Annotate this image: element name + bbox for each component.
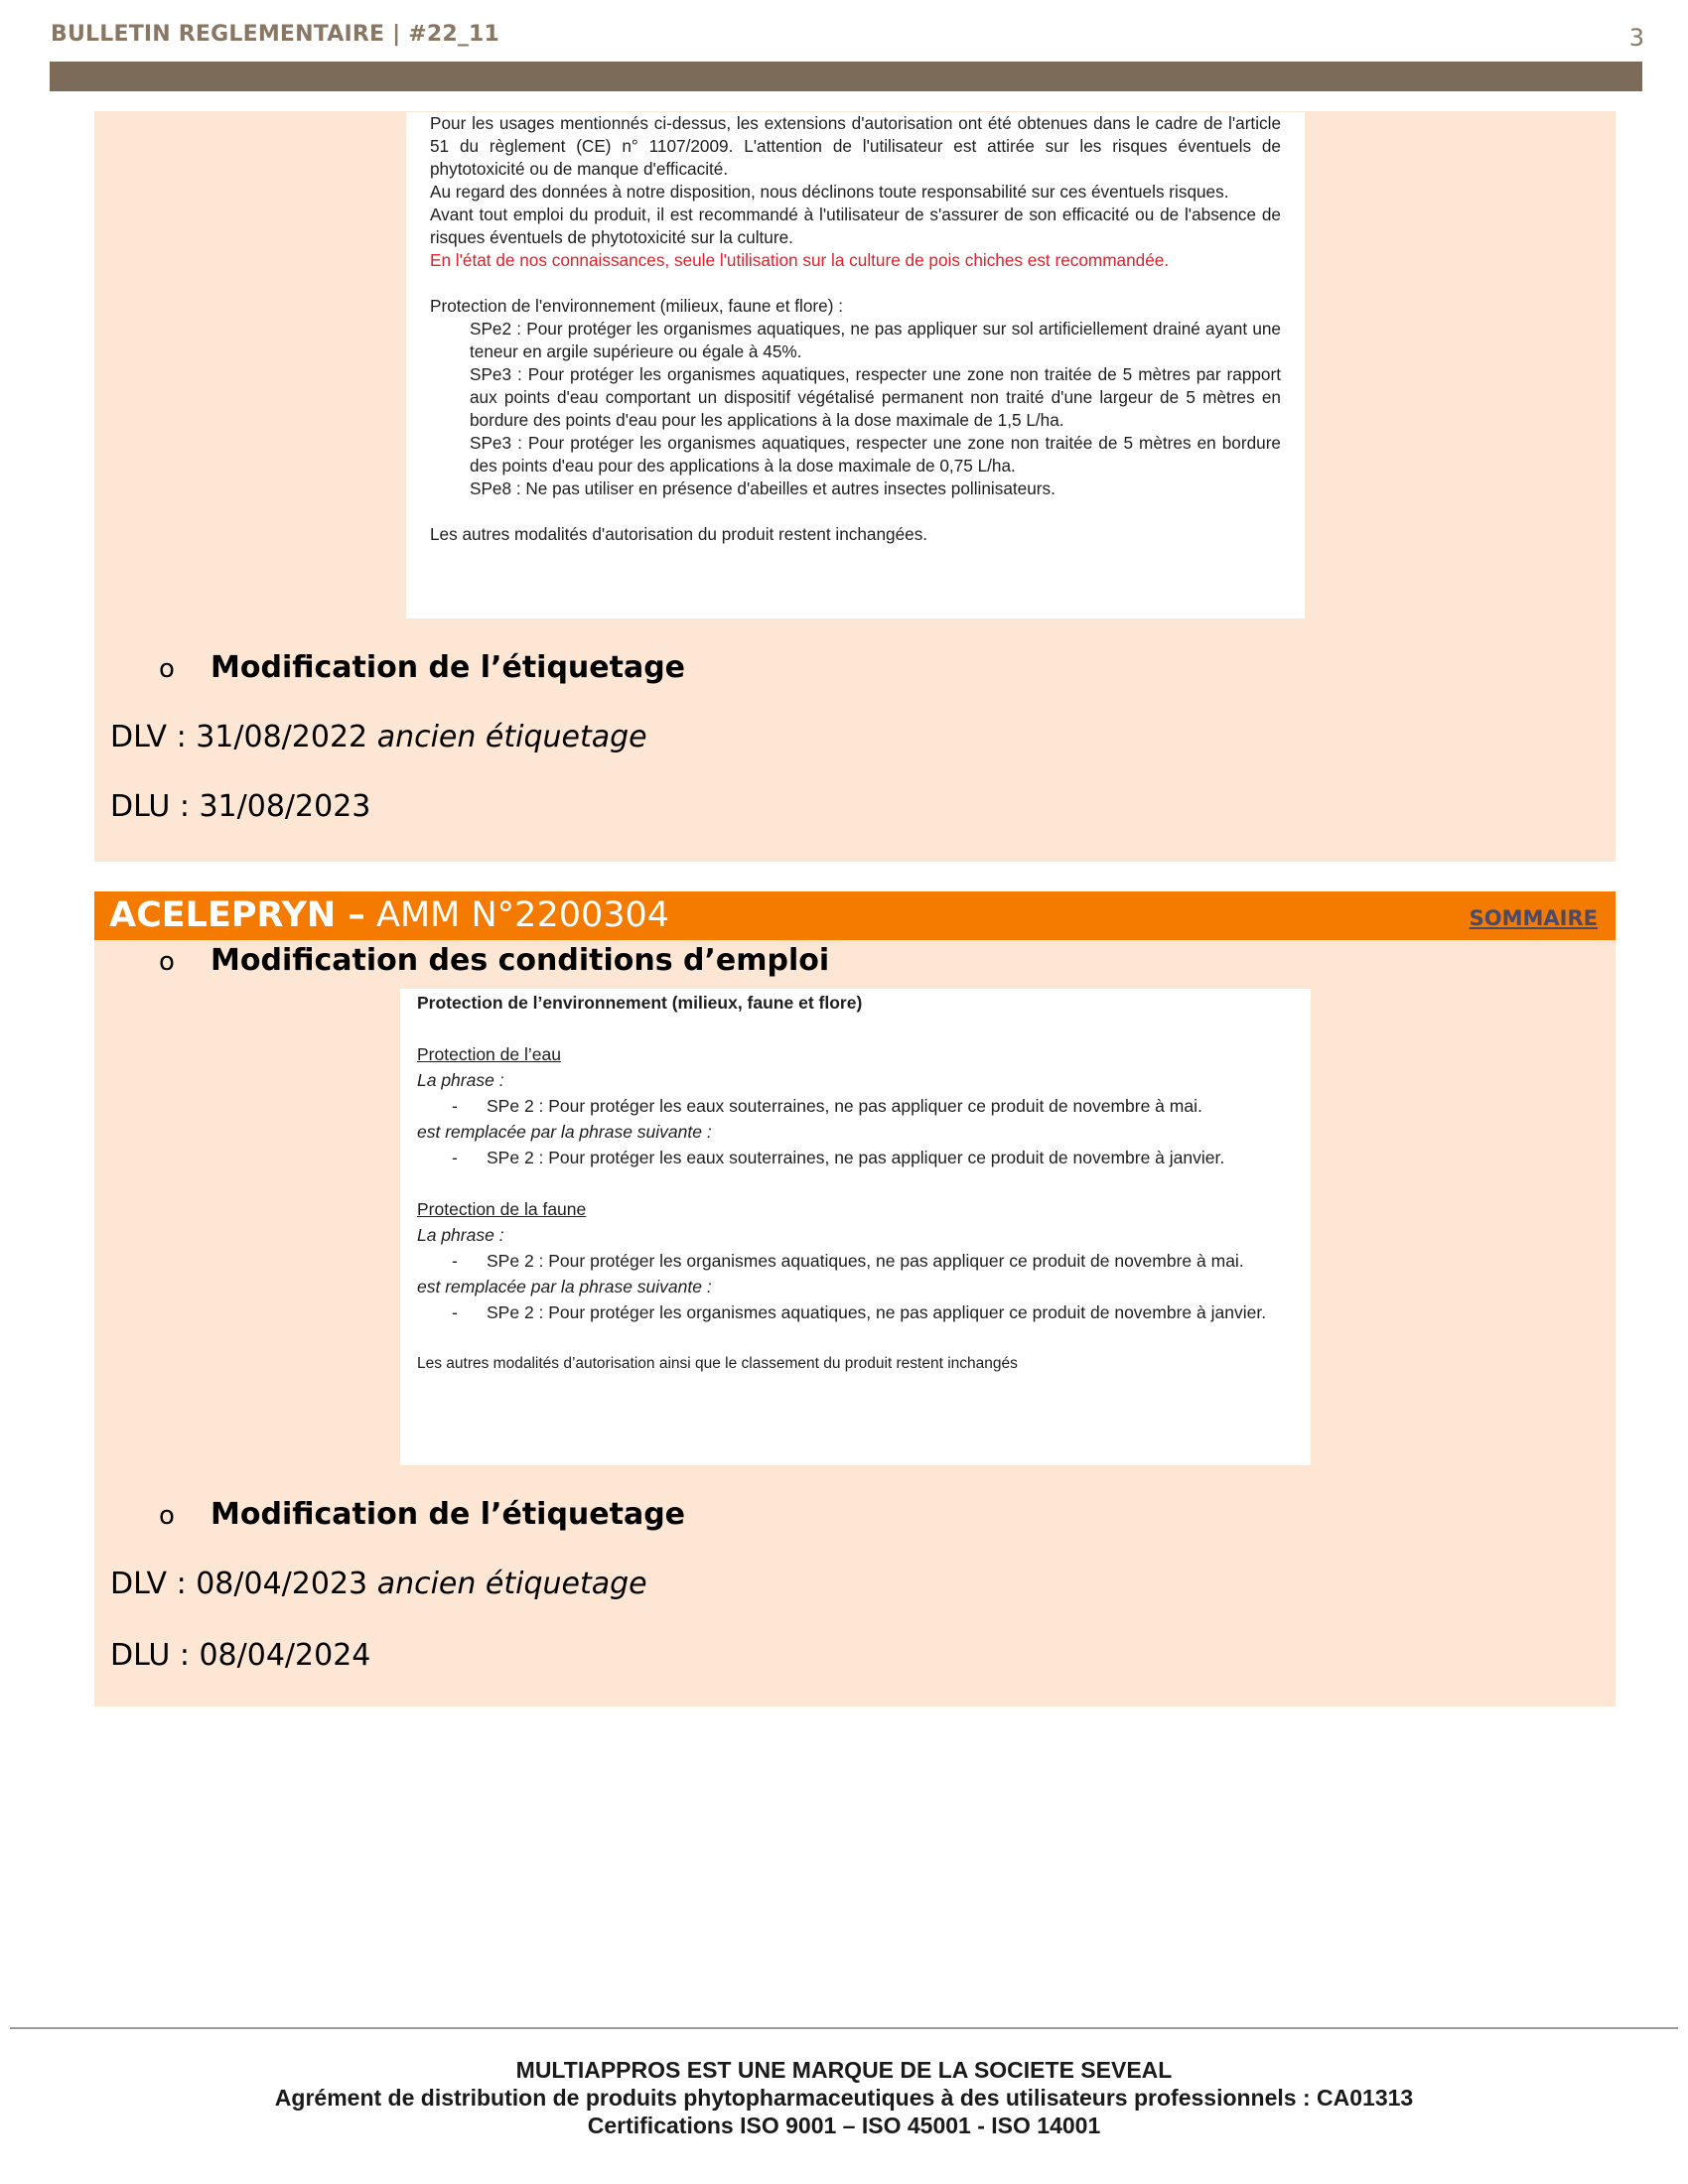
dash: -	[452, 1251, 458, 1271]
notice-warning: En l'état de nos connaissances, seule l'utilisation sur la culture de pois chiches est recommandée.	[430, 250, 1170, 270]
replaced-label: est remplacée par la phrase suivante :	[417, 1122, 712, 1142]
footer-divider	[10, 2027, 1678, 2029]
dlv-note: ancien étiquetage	[376, 720, 647, 754]
spe-phrase: SPe3 : Pour protéger les organismes aquatiques, respecter une zone non traitée de 5 mètres en bordure des points d'eau pour des applications à la dose maximale de 0,75 L/ha.	[470, 433, 1281, 476]
notice-paragraph: Pour les usages mentionnés ci-dessus, les extensions d'autorisation ont été obtenues dans le cadre de l'article 51 du règlement (CE) n° 1107/2009. L'attention de l'utilisateur est attirée sur les risques éventuels de phytotoxicité ou de manque d'efficacité.	[430, 113, 1281, 179]
dash: -	[452, 1148, 458, 1167]
spe-phrase: SPe8 : Ne pas utiliser en présence d'abeilles et autres insectes pollinisateurs.	[470, 478, 1055, 498]
phrase-label: La phrase :	[417, 1070, 504, 1090]
product-amm: AMM N°2200304	[364, 895, 670, 935]
header-bar	[50, 62, 1642, 91]
bullet-label: Modification de l’étiquetage	[211, 650, 686, 685]
footer-brand: MULTIAPPROS EST UNE MARQUE DE LA SOCIETE SEVEAL	[515, 2057, 1173, 2083]
dlv-note: ancien étiquetage	[376, 1567, 647, 1601]
footer-agreement: Agrément de distribution de produits phytopharmaceutiques à des utilisateurs professionnels : CA01313	[274, 2085, 1414, 2111]
product-title	[109, 895, 669, 935]
water-protection-heading: Protection de l’eau	[417, 1044, 561, 1064]
fauna-protection-heading: Protection de la faune	[417, 1199, 587, 1219]
spe-phrase: SPe2 : Pour protéger les organismes aquatiques, ne pas appliquer sur sol artificiellement drainé ayant une teneur en argile supérieure ou égale à 45%.	[470, 319, 1281, 361]
notice-paragraph: Avant tout emploi du produit, il est recommandé à l'utilisateur de s'assurer de son efficacité ou de l'absence de risques éventuels de phytotoxicité sur la culture.	[430, 205, 1281, 247]
bullet-marker: o	[159, 947, 175, 977]
bullet-marker: o	[159, 1501, 175, 1531]
bullet-labelling-2	[159, 1497, 685, 1532]
page-number: 3	[1628, 24, 1644, 52]
spe-phrase-old: - SPe 2 : Pour protéger les eaux souterraines, ne pas appliquer ce produit de novembre à mai.	[417, 1093, 1294, 1119]
notice-closing: Les autres modalités d'autorisation du produit restent inchangées.	[430, 524, 928, 544]
dlu-line-1: DLU : 31/08/2023	[110, 789, 371, 824]
bullet-marker: o	[159, 654, 175, 684]
dlv-line-1	[110, 720, 647, 754]
scanned-notice-1	[406, 112, 1305, 618]
dash: -	[452, 1096, 458, 1116]
scanned-notice-2	[400, 989, 1311, 1465]
bullet-label: Modification des conditions d’emploi	[211, 943, 830, 978]
spe-phrase-new: - SPe 2 : Pour protéger les organismes aquatiques, ne pas appliquer ce produit de novembre à janvier.	[417, 1299, 1294, 1325]
bullet-label: Modification de l’étiquetage	[211, 1497, 686, 1532]
product-name: ACELEPRYN –	[109, 895, 365, 935]
bullet-labelling-1	[159, 650, 685, 685]
notice-paragraph: Au regard des données à notre disposition, nous déclinons toute responsabilité sur ces éventuels risques.	[430, 182, 1229, 202]
env-protection-title: Protection de l'environnement (milieux, faune et flore) :	[430, 296, 843, 316]
spe-phrase: SPe3 : Pour protéger les organismes aquatiques, respecter une zone non traitée de 5 mètres par rapport aux points d'eau comportant un dispositif végétalisé permanent non traité d'une largeur de 5 mètres en bordure des points d'eau pour les applications à la dose maximale de 1,5 L/ha.	[470, 364, 1281, 430]
dlv-date: DLV : 31/08/2022	[110, 720, 368, 754]
env-protection-title: Protection de l’environnement (milieux, faune et flore)	[417, 993, 863, 1013]
bulletin-title: BULLETIN REGLEMENTAIRE | #22_11	[51, 22, 500, 47]
footer-certifications: Certifications ISO 9001 – ISO 45001 - ISO 14001	[587, 2113, 1101, 2138]
sommaire-link[interactable]: SOMMAIRE	[1469, 906, 1598, 930]
dlv-date: DLV : 08/04/2023	[110, 1567, 368, 1601]
spe-phrase-old: - SPe 2 : Pour protéger les organismes aquatiques, ne pas appliquer ce produit de novembre à mai.	[417, 1248, 1294, 1274]
dlu-line-2: DLU : 08/04/2024	[110, 1638, 371, 1673]
product-header-bar	[94, 891, 1616, 940]
notice-closing: Les autres modalités d’autorisation ainsi que le classement du produit restent inchangés	[417, 1355, 1018, 1372]
bullet-conditions	[159, 943, 829, 978]
dash: -	[452, 1302, 458, 1322]
dlv-line-2	[110, 1567, 647, 1601]
replaced-label: est remplacée par la phrase suivante :	[417, 1277, 712, 1297]
phrase-label: La phrase :	[417, 1225, 504, 1245]
spe-phrase-new: - SPe 2 : Pour protéger les eaux souterraines, ne pas appliquer ce produit de novembre à janvier.	[417, 1145, 1294, 1170]
